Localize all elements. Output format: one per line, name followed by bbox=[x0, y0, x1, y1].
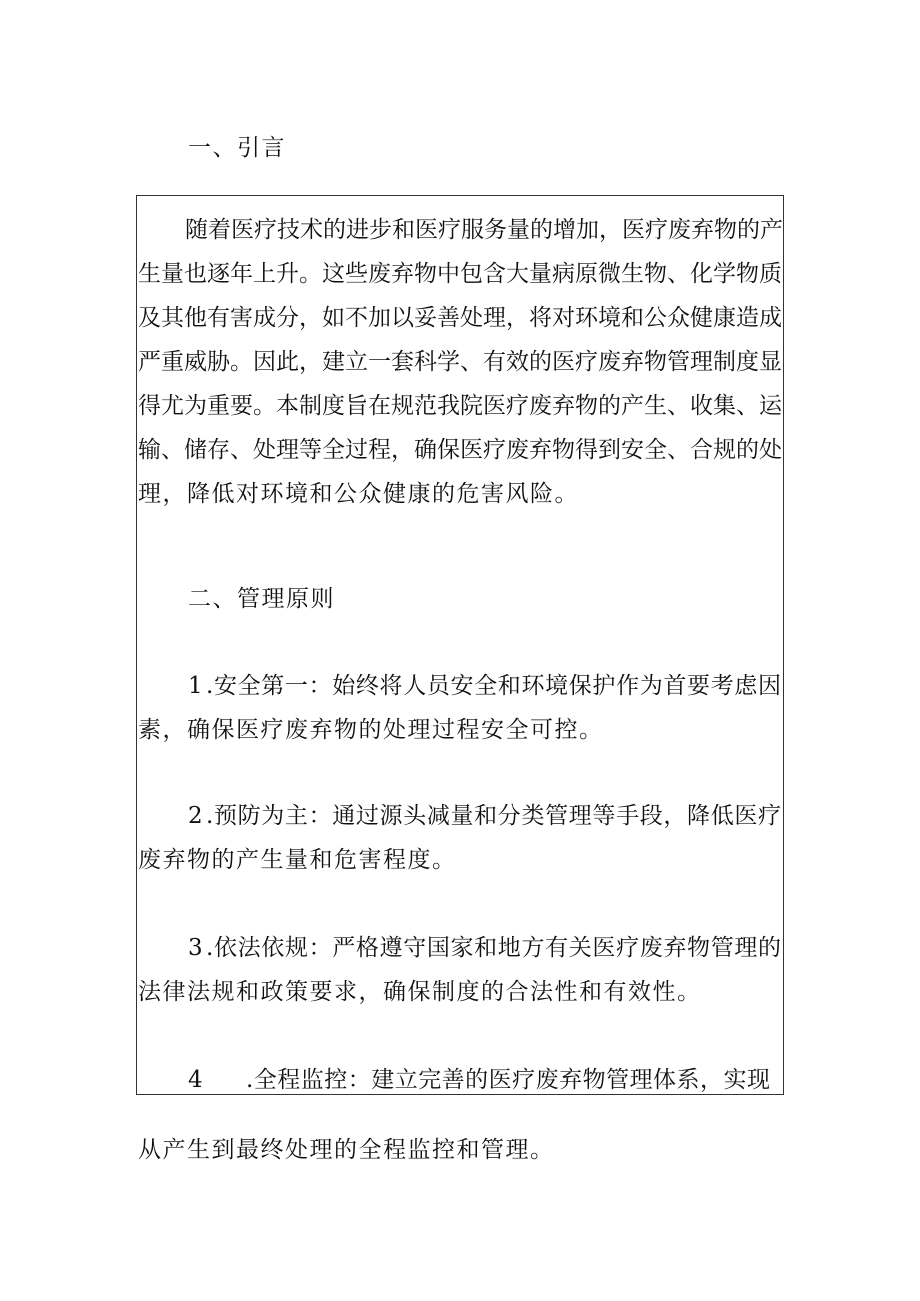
item-text-line: 素，确保医疗废弃物的处理过程安全可控。 bbox=[138, 717, 604, 743]
section-2-heading: 二、管理原则 bbox=[188, 586, 335, 612]
paragraph-line: 及其他有害成分，如不加以妥善处理，将对环境和公众健康造成 bbox=[138, 305, 782, 331]
paragraph-line: 理，降低对环境和公众健康的危害风险。 bbox=[138, 481, 579, 507]
item-text-line: .预防为主：通过源头减量和分类管理等手段，降低医疗 bbox=[206, 803, 781, 829]
item-text-line: 法律法规和政策要求，确保制度的合法性和有效性。 bbox=[138, 979, 702, 1005]
paragraph-line: 得尤为重要。本制度旨在规范我院医疗废弃物的产生、收集、运 bbox=[138, 393, 782, 419]
paragraph-line: 随着医疗技术的进步和医疗服务量的增加，医疗废弃物的产 bbox=[185, 217, 783, 243]
item-number: 3 bbox=[188, 935, 205, 961]
item-text-line: 废弃物的产生量和危害程度。 bbox=[138, 847, 457, 873]
section-1-heading: 一、引言 bbox=[188, 135, 286, 161]
item-text-line: .全程监控：建立完善的医疗废弃物管理体系，实现 bbox=[246, 1067, 770, 1093]
paragraph-line: 生量也逐年上升。这些废弃物中包含大量病原微生物、化学物质 bbox=[138, 261, 782, 287]
item-number: 4 bbox=[188, 1067, 205, 1093]
item-text-line: 从产生到最终处理的全程监控和管理。 bbox=[138, 1137, 555, 1163]
paragraph-line: 输、储存、处理等全过程，确保医疗废弃物得到安全、合规的处 bbox=[138, 437, 782, 463]
item-number: 2 bbox=[188, 803, 205, 829]
item-text-line: .依法依规：严格遵守国家和地方有关医疗废弃物管理的 bbox=[206, 935, 781, 961]
item-text-line: .安全第一：始终将人员安全和环境保护作为首要考虑因 bbox=[206, 673, 781, 699]
paragraph-line: 严重威胁。因此，建立一套科学、有效的医疗废弃物管理制度显 bbox=[138, 349, 782, 375]
item-number: 1 bbox=[188, 673, 205, 699]
